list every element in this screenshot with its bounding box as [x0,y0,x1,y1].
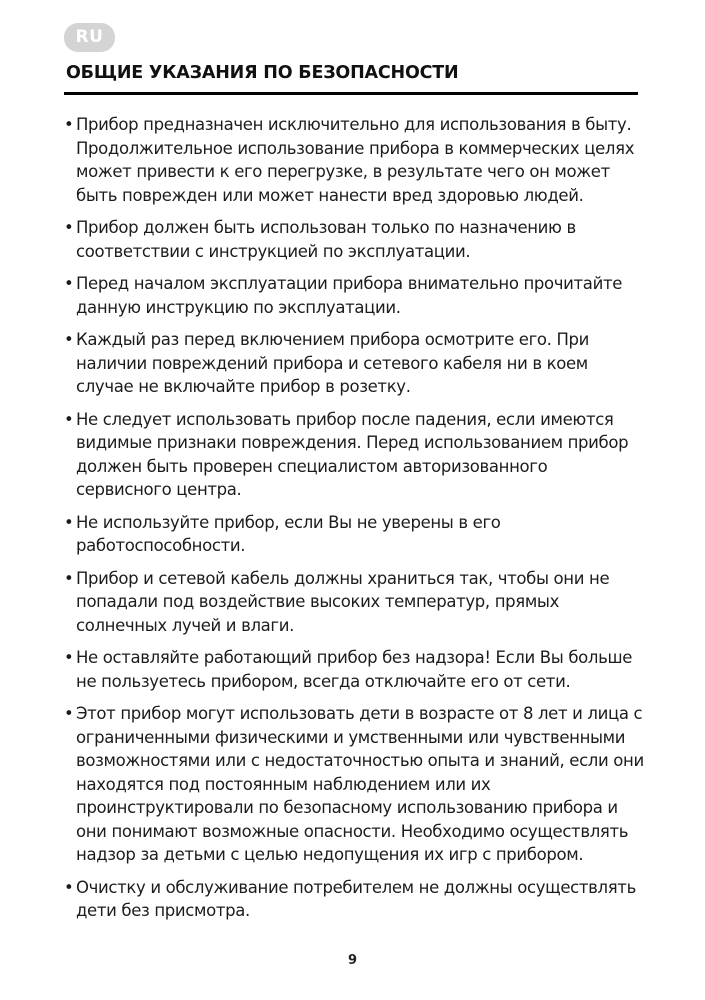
list-item-text: Не оставляйте работающий прибор без надзора! Если Вы больше не пользуетесь прибором, всегда отключайте его от сети. [76,648,633,691]
language-badge: RU [64,23,115,52]
list-item [64,408,644,502]
list-item [64,646,644,693]
safety-instructions-list [64,113,644,932]
bullet-icon: • [64,115,74,134]
page-number: 9 [347,953,358,968]
list-item-text: Не следует использовать прибор после падения, если имеются видимые признаки повреждения. Перед использованием прибор должен быть проверен специалистом авторизованного сервисного центра. [76,409,629,499]
list-item [64,511,644,558]
bullet-icon: • [64,218,74,237]
list-item-text: Каждый раз перед включением прибора осмотрите его. При наличии повреждений прибора и сетевого кабеля ни в коем случае не включайте прибор в розетку. [76,330,590,396]
list-item [64,876,644,923]
list-item-text: Прибор и сетевой кабель должны храниться так, чтобы они не попадали под воздействие высоких температур, прямых солнечных лучей и влаги. [76,568,610,635]
list-item [64,113,644,207]
list-item-text: Этот прибор могут использовать дети в возрасте от 8 лет и лица с ограниченными физическими и умственными или чувственными возможностями или с недостаточностью опыта и знаний, если они находятся под постоянным наблюдением или их проинструктировали по безопасному использованию прибора и они понимают возможные опасности. Необходимо осуществлять надзор за детьми с целью недопущения их игр с прибором. [76,704,644,864]
bullet-icon: • [64,512,74,532]
list-item [64,272,644,319]
list-item-text: Очистку и обслуживание потребителем не должны осуществлять дети без присмотра. [76,877,636,920]
list-item-text: Перед началом эксплуатации прибора внимательно прочитайте данную инструкцию по эксплуатации. [76,274,623,317]
list-item-text: Прибор должен быть использован только по назначению в соответствии с инструкцией по эксплуатации. [76,218,576,261]
list-item-text: Не используйте прибор, если Вы не уверены в его работоспособности. [76,512,501,555]
bullet-icon: • [64,704,74,723]
section-title: ОБЩИЕ УКАЗАНИЯ ПО БЕЗОПАСНОСТИ [66,63,459,83]
bullet-icon: • [64,877,74,897]
bullet-icon: • [64,648,74,667]
bullet-icon: • [64,409,74,429]
bullet-icon: • [64,274,74,293]
list-item [64,702,644,867]
bullet-icon: • [64,330,74,349]
list-item [64,216,644,263]
title-divider [64,92,638,95]
list-item-text: Прибор предназначен исключительно для использования в быту. Продолжительное использование прибора в коммерческих целях может привести к его перегрузке, в результате чего он может быть поврежден или может нанести вред здоровью людей. [76,115,635,205]
list-item [64,328,644,399]
list-item [64,567,644,638]
bullet-icon: • [64,568,74,588]
